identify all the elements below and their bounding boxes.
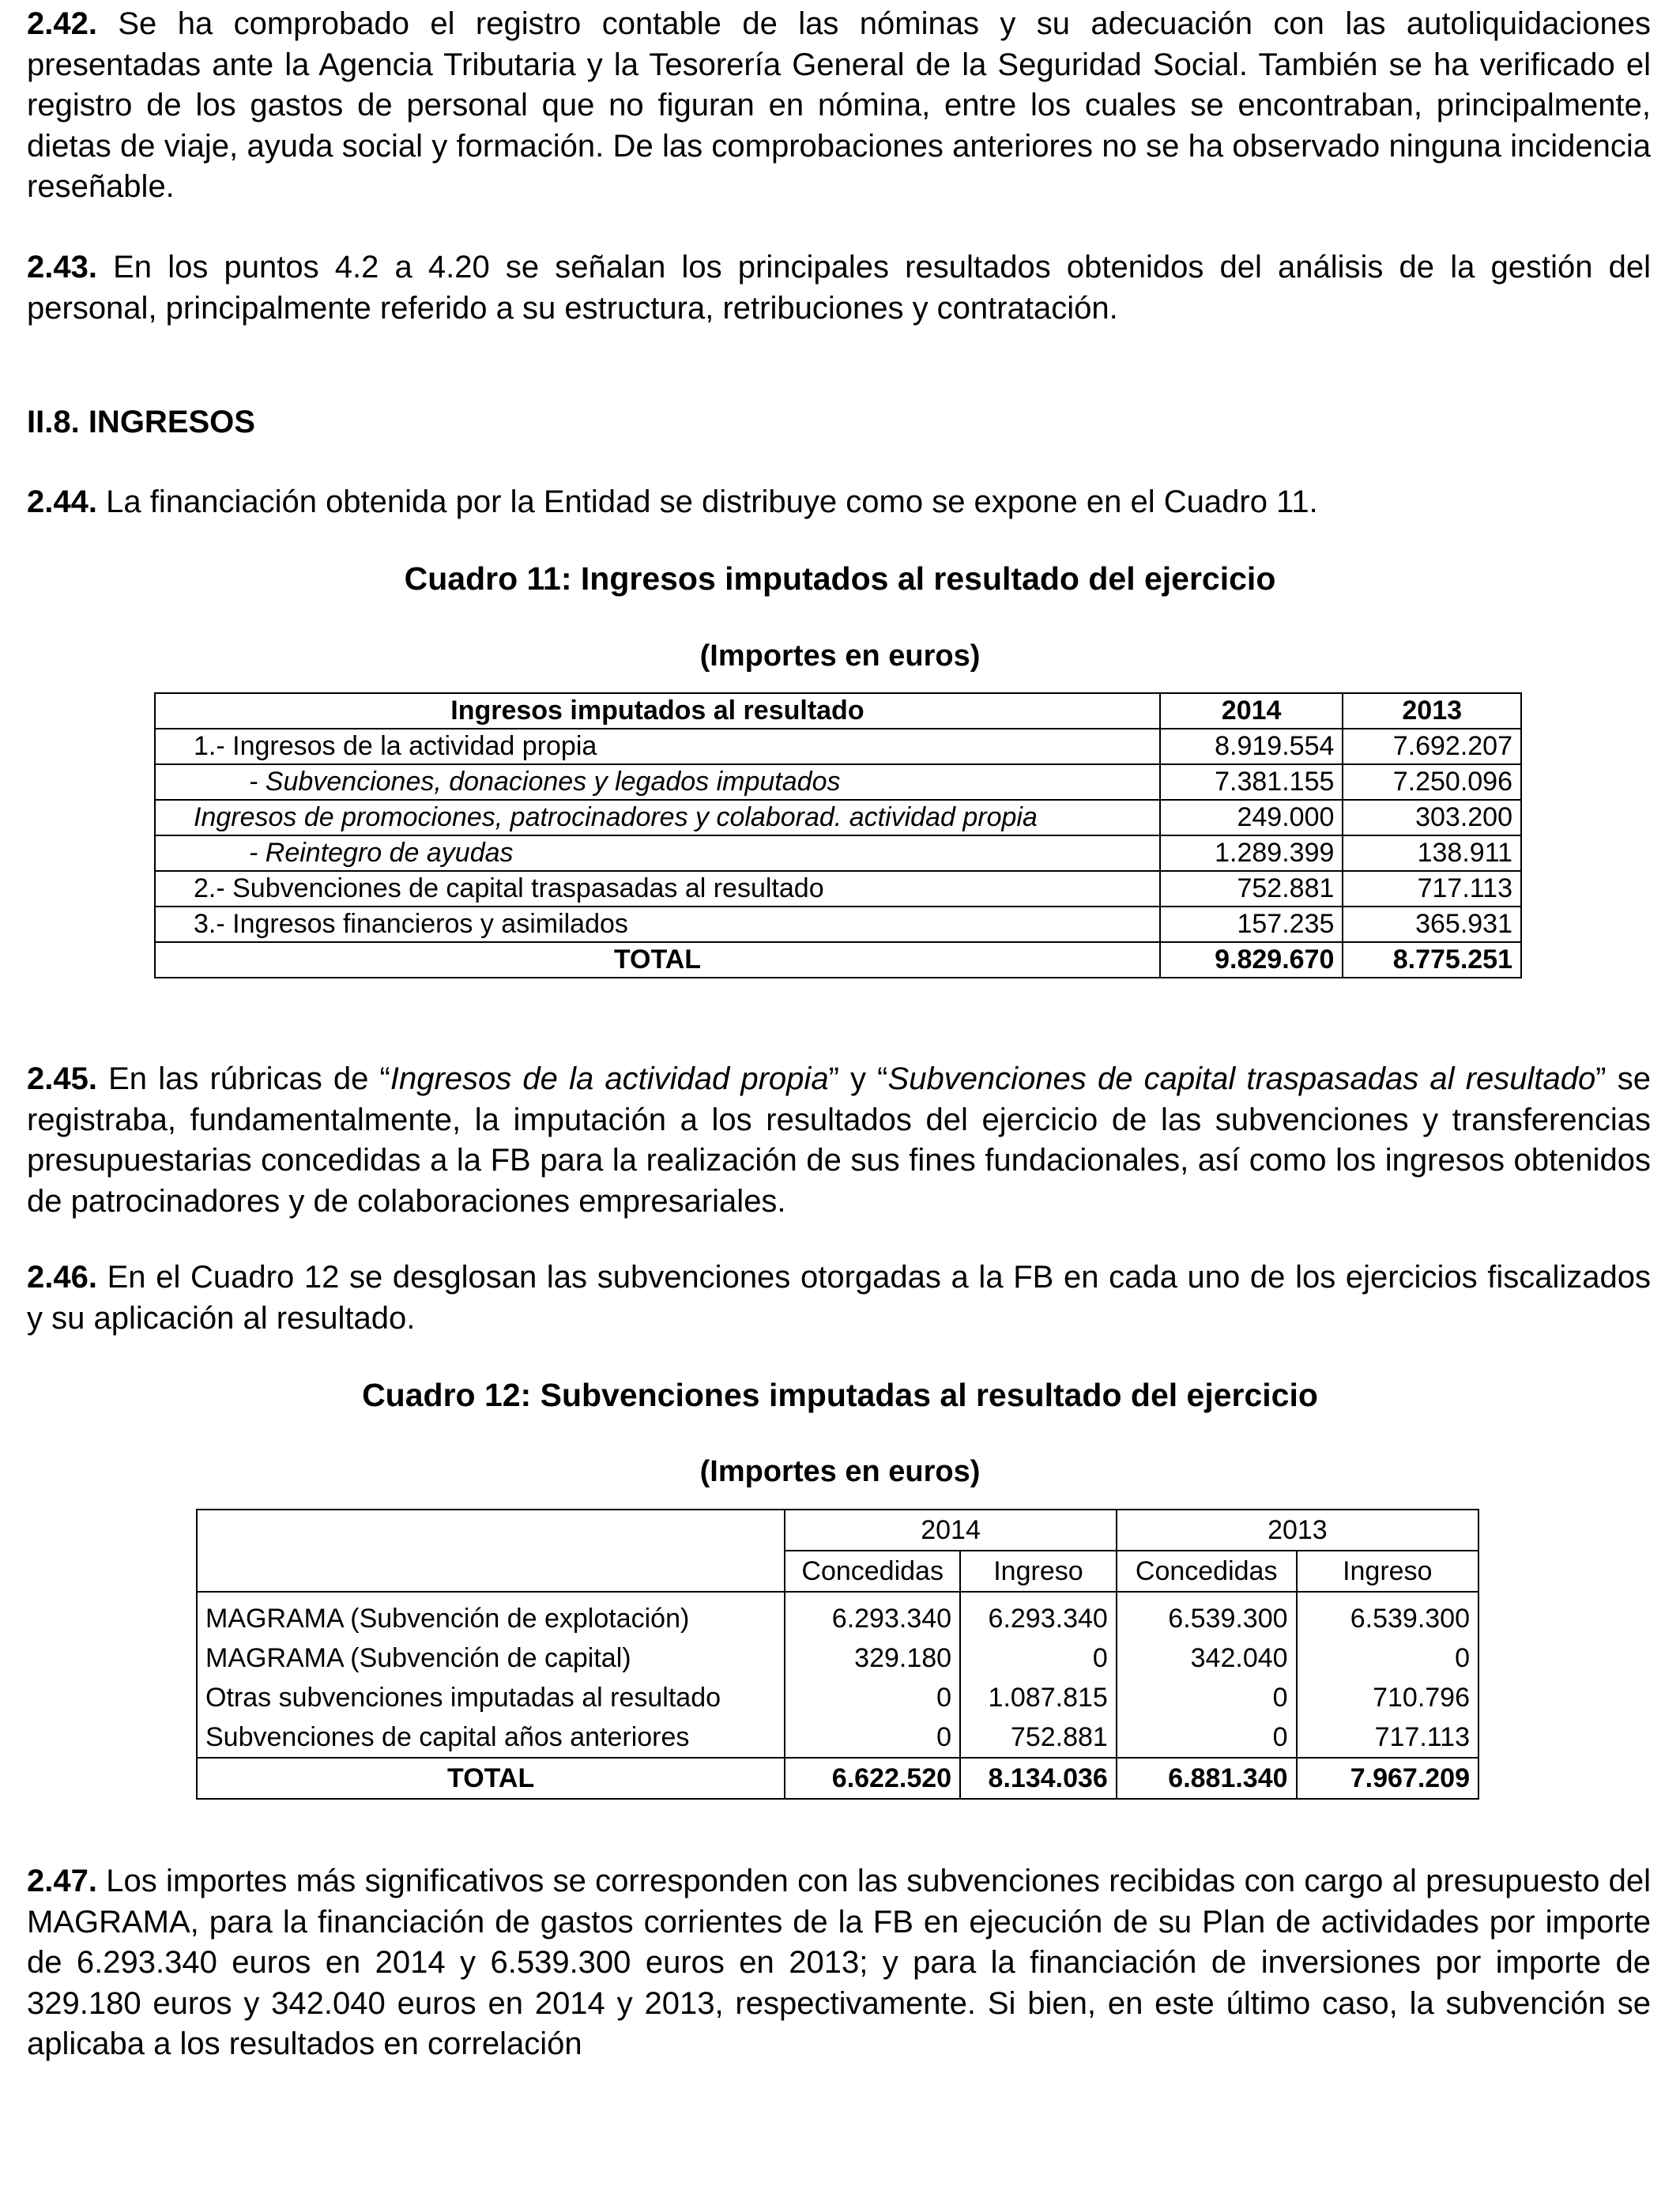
paragraph-text: La financiación obtenida por la Entidad se distribuye como se expone en el Cuadro 11. <box>106 484 1318 519</box>
concedidas-2013: 0 <box>1117 1717 1297 1758</box>
year-header: 2013 <box>1117 1510 1478 1551</box>
paragraph-text: En las rúbricas de “ <box>108 1061 390 1096</box>
value-2014: 8.919.554 <box>1160 729 1343 764</box>
paragraph-number: 2.44. <box>27 484 97 519</box>
table-row <box>155 871 1521 907</box>
cuadro-11-subtitle: (Importes en euros) <box>699 639 981 673</box>
table-total-row <box>197 1758 1478 1799</box>
value-2013: 138.911 <box>1343 835 1521 871</box>
paragraph-number: 2.45. <box>27 1061 97 1096</box>
row-label: Subvenciones de capital años anteriores <box>197 1717 785 1758</box>
cuadro-11-title: Cuadro 11: Ingresos imputados al resultado del ejercicio <box>404 560 1276 597</box>
value-2014: 157.235 <box>1160 907 1343 942</box>
paragraph-text: Se ha comprobado el registro contable de las nóminas y su adecuación con las autoliquidaciones presentadas ante la Agencia Tributaria y la Tesorería General de la Seguridad Social. También se ha verificado el registro de los gastos de personal que no figuran en nómina, entre los cuales se encontraban, principalmente, dietas de viaje, ayuda social y formación. De las comprobaciones anteriores no se ha observado ninguna incidencia reseñable. <box>27 6 1651 204</box>
concedidas-2014: 329.180 <box>785 1638 960 1678</box>
table-row <box>155 907 1521 942</box>
cuadro-12-title: Cuadro 12: Subvenciones imputadas al resultado del ejercicio <box>362 1377 1318 1413</box>
value-2014: 249.000 <box>1160 800 1343 835</box>
value-2013: 303.200 <box>1343 800 1521 835</box>
row-label: 2.- Subvenciones de capital traspasadas al resultado <box>155 871 1160 907</box>
paragraph-2-42 <box>27 4 1651 208</box>
concedidas-2013: 6.539.300 <box>1117 1592 1297 1638</box>
paragraph-text: Los importes más significativos se corresponden con las subvenciones recibidas con cargo al presupuesto del MAGRAMA, para la financiación de gastos corrientes de la FB en ejecución de su Plan de actividades por importe de 6.293.340 euros en 2014 y 6.539.300 euros en 2013; y para la financiación de inversiones por importe de 329.180 euros y 342.040 euros en 2014 y 2013, respectivamente. Si bien, en este último caso, la subvención se aplicaba a los resultados en correlación <box>27 1864 1651 2061</box>
paragraph-2-46 <box>27 1257 1651 1339</box>
paragraph-italic-text: Subvenciones de capital traspasadas al resultado <box>887 1061 1596 1096</box>
table-row <box>155 835 1521 871</box>
section-heading: II.8. INGRESOS <box>27 405 255 439</box>
table-row <box>155 764 1521 800</box>
blank-header-cell <box>197 1510 785 1592</box>
column-header: Concedidas <box>1117 1551 1297 1592</box>
ingreso-2014: 1.087.815 <box>960 1678 1117 1717</box>
table-row <box>197 1717 1478 1758</box>
cuadro-12-table <box>196 1509 1479 1800</box>
total-label: TOTAL <box>155 942 1160 978</box>
paragraph-number: 2.46. <box>27 1260 97 1295</box>
concedidas-2013: 0 <box>1117 1678 1297 1717</box>
table-row <box>197 1678 1478 1717</box>
paragraph-2-47 <box>27 1861 1651 2065</box>
row-label: Otras subvenciones imputadas al resultado <box>197 1678 785 1717</box>
ingreso-2014: 6.293.340 <box>960 1592 1117 1638</box>
ingreso-2013: 717.113 <box>1297 1717 1478 1758</box>
table-row <box>197 1638 1478 1678</box>
value-2013: 7.250.096 <box>1343 764 1521 800</box>
table-row <box>155 800 1521 835</box>
total-label: TOTAL <box>197 1758 785 1799</box>
total-ingreso-2014: 8.134.036 <box>960 1758 1117 1799</box>
table-row <box>197 1592 1478 1638</box>
year-header: 2014 <box>785 1510 1117 1551</box>
total-concedidas-2013: 6.881.340 <box>1117 1758 1297 1799</box>
value-2013: 7.692.207 <box>1343 729 1521 764</box>
paragraph-text: ” se registraba, fundamentalmente, la imputación a los resultados del ejercicio de las subvenciones y transferencias presupuestarias concedidas a la FB para la realización de sus fines fundacionales, así como los ingresos obtenidos de patrocinadores y de colaboraciones empresariales. <box>27 1061 1651 1219</box>
row-label: - Reintegro de ayudas <box>155 835 1160 871</box>
column-header: Ingresos imputados al resultado <box>155 693 1160 729</box>
row-label: 1.- Ingresos de la actividad propia <box>155 729 1160 764</box>
value-2013: 717.113 <box>1343 871 1521 907</box>
total-concedidas-2014: 6.622.520 <box>785 1758 960 1799</box>
total-2014: 9.829.670 <box>1160 942 1343 978</box>
table-header-row <box>155 693 1521 729</box>
row-label: 3.- Ingresos financieros y asimilados <box>155 907 1160 942</box>
value-2014: 7.381.155 <box>1160 764 1343 800</box>
column-header: 2013 <box>1343 693 1521 729</box>
table-row <box>155 729 1521 764</box>
concedidas-2014: 6.293.340 <box>785 1592 960 1638</box>
column-header: Ingreso <box>1297 1551 1478 1592</box>
row-label: MAGRAMA (Subvención de explotación) <box>197 1592 785 1638</box>
row-label: Ingresos de promociones, patrocinadores y colaborad. actividad propia <box>155 800 1160 835</box>
paragraph-2-45 <box>27 1059 1651 1222</box>
ingreso-2013: 6.539.300 <box>1297 1592 1478 1638</box>
paragraph-number: 2.43. <box>27 250 97 285</box>
paragraph-2-44 <box>27 482 1651 523</box>
column-header: 2014 <box>1160 693 1343 729</box>
value-2014: 1.289.399 <box>1160 835 1343 871</box>
table-total-row <box>155 942 1521 978</box>
column-header: Ingreso <box>960 1551 1117 1592</box>
ingreso-2013: 710.796 <box>1297 1678 1478 1717</box>
column-header: Concedidas <box>785 1551 960 1592</box>
paragraph-number: 2.42. <box>27 6 97 41</box>
ingreso-2014: 752.881 <box>960 1717 1117 1758</box>
paragraph-italic-text: Ingresos de la actividad propia <box>390 1061 829 1096</box>
paragraph-number: 2.47. <box>27 1864 97 1898</box>
paragraph-text: En el Cuadro 12 se desglosan las subvenciones otorgadas a la FB en cada uno de los ejercicios fiscalizados y su aplicación al resultado. <box>27 1260 1651 1336</box>
value-2014: 752.881 <box>1160 871 1343 907</box>
value-2013: 365.931 <box>1343 907 1521 942</box>
row-label: - Subvenciones, donaciones y legados imputados <box>155 764 1160 800</box>
cuadro-11-table <box>154 692 1522 978</box>
row-label: MAGRAMA (Subvención de capital) <box>197 1638 785 1678</box>
concedidas-2014: 0 <box>785 1717 960 1758</box>
ingreso-2014: 0 <box>960 1638 1117 1678</box>
table-year-header-row <box>197 1510 1478 1551</box>
paragraph-text: ” y “ <box>828 1061 888 1096</box>
paragraph-2-43 <box>27 247 1651 329</box>
ingreso-2013: 0 <box>1297 1638 1478 1678</box>
total-ingreso-2013: 7.967.209 <box>1297 1758 1478 1799</box>
concedidas-2013: 342.040 <box>1117 1638 1297 1678</box>
cuadro-12-subtitle: (Importes en euros) <box>699 1455 981 1488</box>
concedidas-2014: 0 <box>785 1678 960 1717</box>
paragraph-text: En los puntos 4.2 a 4.20 se señalan los principales resultados obtenidos del análisis de la gestión del personal, principalmente referido a su estructura, retribuciones y contratación. <box>27 250 1651 326</box>
total-2013: 8.775.251 <box>1343 942 1521 978</box>
